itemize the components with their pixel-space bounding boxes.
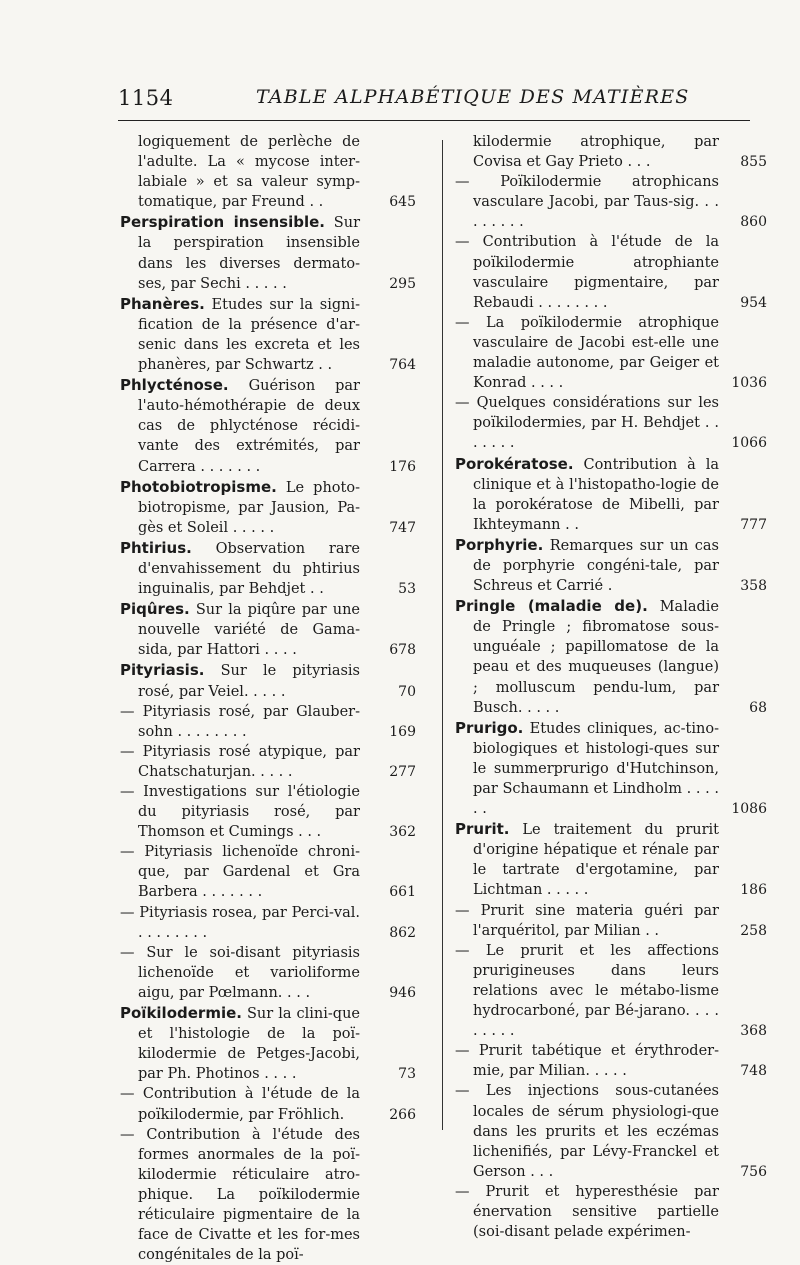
entry-text: Guérison par l'auto-hémothérapie de deux cas de phlycténose récidi-vante des extrémités, par Carrera . . . . . . . [138,378,360,475]
index-entry [120,782,416,842]
entry-page-number: 358 [740,578,767,595]
entry-text: Sur la piqûre par une nouvelle variété de Gama-sida, par Hattori . . . . [138,602,360,659]
entry-page-number: 747 [389,519,416,536]
entry-text: Sur la clini-que et l'histologie de la poï-kilodermie de Petges-Jacobi, par Ph. Photinos . . . . [138,1006,360,1083]
entry-keyword: Porokératose. [455,454,574,473]
entry-page-number: 295 [389,275,416,292]
entry-keyword: Porphyrie. [455,535,544,554]
entry-text: Contribution à la clinique et à l'histopatho-logie de la porokératose de Mibelli, par Ikhteymann . . [473,456,719,533]
entry-text: Etudes cliniques, ac-tino-biologiques et histologi-ques sur le summerprurigo d'Hutchinson, par Schaumann et Lindholm . . . . . . [473,720,719,818]
entry-page-number: 855 [740,154,767,171]
entry-keyword: Pringle (maladie de). [455,597,648,616]
entry-text: — Pityriasis rosé atypique, par Chatschaturjan. . . . . [120,743,360,780]
index-entry [120,294,416,375]
left-column [120,132,416,1265]
index-entry [120,943,416,1003]
entry-text: Sur la perspiration insensible dans les diverses dermato-ses, par Sechi . . . . . [138,215,360,292]
index-entry [455,819,767,900]
index-entry [120,660,416,701]
entry-text: Le traitement du prurit d'origine hépatique et rénale par le tartrate d'ergotamine, par Lichtman . . . . . [473,822,719,899]
entry-page-number: 68 [749,699,767,716]
entry-page-number: 169 [389,723,416,740]
entry-page-number: 678 [389,642,416,659]
index-entry [455,901,767,941]
entry-text: — Poïkilodermie atrophicans vasculare Jacobi, par Taus-sig. . . . . . . . . [455,174,719,231]
entry-text: — Pityriasis rosé, par Glauber-sohn . . . . . . . . [120,703,360,740]
index-entry [120,842,416,902]
entry-text: — Investigations sur l'étiologie du pityriasis rosé, par Thomson et Cumings . . . [120,784,360,841]
entry-page-number: 1036 [731,375,767,392]
entry-keyword: Phtirius. [120,538,192,557]
entry-page-number: 748 [740,1063,767,1080]
entry-text: — Les injections sous-cutanées locales de sérum physiologi-que dans les prurits et les eczémas lichenifiés, par Lévy-Franckel et Gerson . . . [455,1083,719,1180]
entry-page-number: 756 [740,1163,767,1180]
page-number: 1154 [118,86,174,110]
index-entry [120,538,416,599]
entry-page-number: 1066 [731,435,767,452]
entry-keyword: Phlycténose. [120,376,229,395]
entry-keyword: Pityriasis. [120,661,205,680]
entry-text: — Prurit et hyperesthésie par énervation sensitive partielle (soi-disant pelade expérimen- [455,1183,719,1241]
entry-text: — Contribution à l'étude de la poïkilodermie atrophiante vasculaire pigmentaire, par Rebaudi . . . . . . . . [455,234,719,311]
entry-text: — Contribution à l'étude de la poïkilodermie, par Fröhlich. [120,1086,360,1123]
column-divider [442,140,443,1130]
entry-page-number: 645 [389,194,416,211]
entry-text: — Prurit tabétique et érythroder-mie, par Milian. . . . . [455,1043,719,1080]
entry-text: — Contribution à l'étude des formes anormales de la poï-kilodermie réticulaire atro-phique. La poïkilodermie réticulaire pigmentaire de la face de Civatte et les for-mes congénitales de la poï- [120,1126,360,1264]
entry-keyword: Poïkilodermie. [120,1004,242,1023]
index-entry [455,718,767,819]
entry-keyword: Piqûres. [120,600,190,619]
entry-page-number: 777 [740,516,767,533]
entry-text: — Sur le soi-disant pityriasis lichenoïde et varioliforme aigu, par Pœlmann. . . . [120,944,360,1001]
index-entry [455,393,767,453]
index-entry [120,1003,416,1084]
header-rule [118,120,750,121]
entry-page-number: 1086 [731,801,767,818]
entry-page-number: 266 [389,1106,416,1123]
entry-text: — Le prurit et les affections prurigineuses dans leurs relations avec le métabo-lisme hydrocarboné, par Bé-jarano. . . . . . . . . [455,942,719,1040]
index-entry [455,1182,767,1242]
entry-page-number: 954 [740,294,767,311]
entry-page-number: 176 [389,458,416,475]
entry-page-number: 368 [740,1023,767,1040]
index-entry [455,1081,767,1181]
entry-keyword: Photobiotropisme. [120,477,277,496]
entry-page-number: 258 [740,922,767,939]
index-entry [455,313,767,393]
index-entry [455,172,767,232]
index-entry [455,941,767,1041]
entry-page-number: 362 [389,824,416,841]
entry-page-number: 860 [740,214,767,231]
entry-page-number: 73 [398,1066,416,1083]
index-entry [120,903,416,943]
entry-keyword: Phanères. [120,294,205,313]
index-entry [120,1084,416,1124]
entry-text: — Pityriasis lichenoïde chroni-que, par Gardenal et Gra Barbera . . . . . . . [120,844,360,901]
index-entry [455,1041,767,1081]
entry-text: Etudes sur la signi-fication de la présence d'ar-senic dans les excreta et les phanères, par Schwartz . . [138,296,360,374]
entry-text: logiquement de perlèche de l'adulte. La « mycose inter-labiale » et sa valeur symp-tomatique, par Freund . . [138,134,360,211]
entry-keyword: Prurigo. [455,718,524,737]
page-header [118,86,748,112]
index-entry [455,132,767,172]
index-entry [455,535,767,596]
entry-keyword: Prurit. [455,820,510,839]
index-entry [120,477,416,538]
index-entry [120,742,416,782]
entry-text: — Quelques considérations sur les poïkilodermies, par H. Behdjet . . . . . . . [455,395,719,452]
index-entry [120,375,416,476]
index-entry [120,1125,396,1265]
index-entry [455,596,767,718]
entry-text: — La poïkilodermie atrophique vasculaire de Jacobi est-elle une maladie autonome, par Geiger et Konrad . . . . [455,314,719,392]
entry-text: — Prurit sine materia guéri par l'arquéritol, par Milian . . [455,902,719,939]
index-entry [120,599,416,660]
entry-text: Observation rare d'envahissement du phtirius inguinalis, par Behdjet . . [138,540,360,598]
entry-keyword: Perspiration insensible. [120,213,326,232]
entry-page-number: 764 [389,357,416,374]
entry-page-number: 661 [389,884,416,901]
entry-text: kilodermie atrophique, par Covisa et Gay Prieto . . . [473,134,719,171]
right-column [455,132,767,1242]
entry-page-number: 946 [389,984,416,1001]
index-entry [455,232,767,312]
index-entry [120,132,416,212]
index-entry [455,454,767,535]
entry-page-number: 277 [389,763,416,780]
index-entry [120,702,416,742]
entry-text: Remarques sur un cas de porphyrie congéni-tale, par Schreus et Carrié . [473,537,719,595]
index-entry [120,212,416,293]
entry-page-number: 186 [740,882,767,899]
entry-text: — Pityriasis rosea, par Perci-val. . . . . . . . . [120,904,360,941]
entry-page-number: 70 [398,683,416,700]
entry-text: Le photo-biotropisme, par Jausion, Pa-gès et Soleil . . . . . [138,479,360,536]
running-title: TABLE ALPHABÉTIQUE DES MATIÈRES [256,86,690,108]
entry-page-number: 53 [398,581,416,598]
entry-text: Sur le pityriasis rosé, par Veiel. . . . . [138,663,360,700]
entry-text: Maladie de Pringle ; fibromatose sous-unguéale ; papillomatose de la peau et des muqueuses (langue) ; molluscum pendu-lum, par Busch. . . . . [473,599,719,716]
entry-page-number: 862 [389,924,416,941]
